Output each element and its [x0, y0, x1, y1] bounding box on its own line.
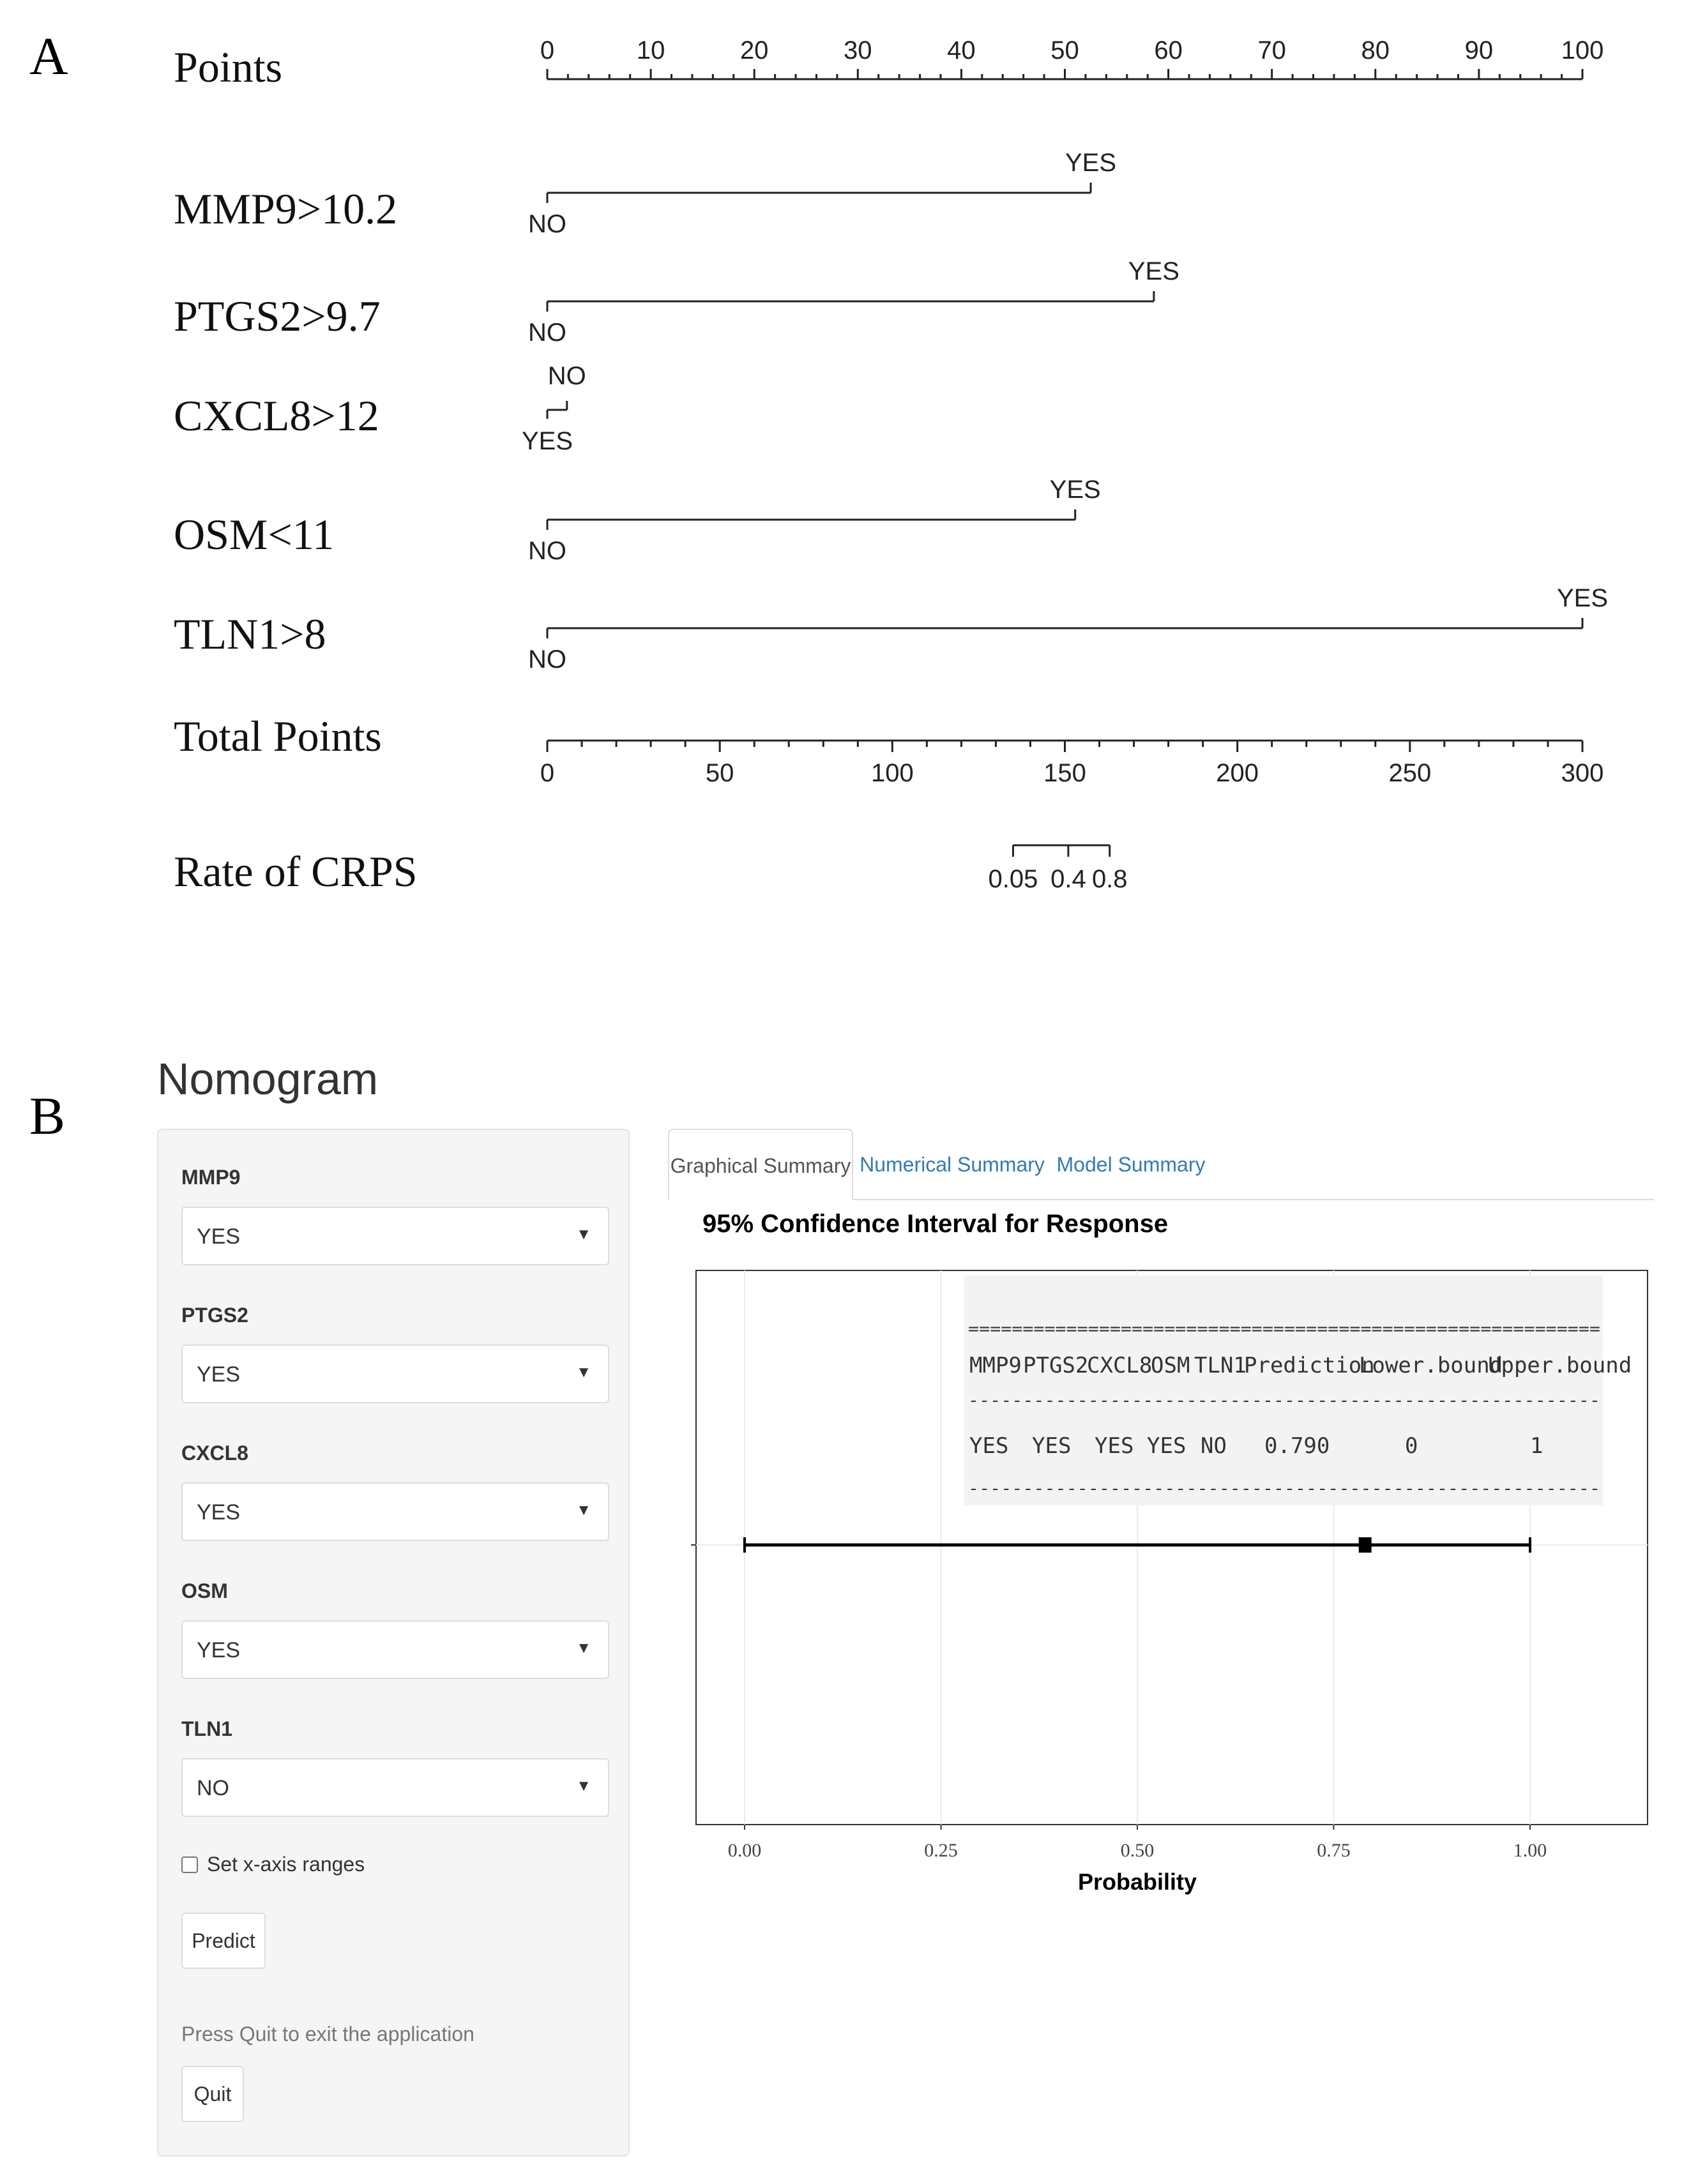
variable-label: TLN1>8 [174, 610, 326, 658]
table-row-cell: NO [1201, 1433, 1227, 1459]
variable-label: MMP9>10.2 [174, 185, 398, 233]
cxcl8-select[interactable] [181, 1482, 609, 1541]
variable-yes-label: YES [1049, 476, 1101, 504]
tab-graphical-summary[interactable]: Graphical Summary [668, 1129, 853, 1200]
summary-table-box [964, 1276, 1603, 1505]
rate-of-crps-label: Rate of CRPS [174, 847, 418, 896]
table-row-cell: 0.790 [1264, 1433, 1330, 1459]
variable-yes-label: YES [1556, 584, 1609, 612]
variable-yes-label: YES [521, 427, 573, 455]
panel-b-letter: B [29, 1087, 66, 1146]
tln1-select-value: NO [197, 1776, 229, 1800]
table-row-cell: 0 [1405, 1433, 1418, 1459]
app-title: Nomogram [157, 1054, 379, 1104]
x-axis-tick-label: 1.00 [1513, 1840, 1547, 1861]
table-header-cell: Prediction [1244, 1353, 1375, 1378]
quit-button[interactable]: Quit [181, 2066, 244, 2122]
points-tick-label: 0 [540, 36, 555, 64]
table-header-cell: TLN1 [1194, 1353, 1247, 1378]
tln1-label: TLN1 [181, 1717, 232, 1740]
points-label: Points [174, 43, 283, 91]
points-tick-label: 60 [1154, 36, 1183, 64]
mmp9-label: MMP9 [181, 1166, 241, 1189]
result-tabs [668, 1129, 1654, 1200]
variable-no-label: NO [528, 537, 566, 565]
variable-no-label: NO [528, 645, 566, 674]
cxcl8-label: CXCL8 [181, 1442, 248, 1465]
table-row-cell: YES [1147, 1433, 1186, 1459]
cxcl8-select-value: YES [197, 1500, 241, 1525]
prediction-point [1359, 1537, 1372, 1553]
x-axis-tick-label: 0.50 [1120, 1840, 1155, 1861]
total-points-tick-label: 100 [870, 759, 914, 787]
table-row-cell: YES [969, 1433, 1009, 1459]
input-sidebar [157, 1129, 630, 2157]
table-header-cell: Lower.bound [1359, 1353, 1503, 1378]
points-tick-label: 30 [844, 36, 872, 64]
panel-a-letter: A [29, 27, 68, 86]
table-rule: ========================================================== [968, 1320, 1600, 1339]
points-tick-label: 20 [739, 36, 769, 64]
chevron-down-icon: ▼ [576, 1226, 591, 1243]
tln1-select[interactable] [181, 1758, 609, 1817]
points-tick-label: 90 [1464, 36, 1494, 64]
points-tick-label: 80 [1361, 36, 1390, 64]
plot-title: 95% Confidence Interval for Response [702, 1210, 1169, 1238]
points-tick-label: 100 [1561, 36, 1604, 64]
tab-model-summary[interactable]: Model Summary [1056, 1153, 1206, 1176]
mmp9-select[interactable] [181, 1207, 609, 1265]
table-header-cell: Upper.bound [1488, 1353, 1632, 1378]
total-points-tick-label: 50 [705, 759, 734, 787]
chevron-down-icon: ▼ [576, 1777, 591, 1795]
ptgs2-select-value: YES [197, 1362, 241, 1387]
variable-label: CXCL8>12 [174, 391, 379, 440]
variable-no-label: NO [547, 362, 586, 390]
points-tick-label: 50 [1050, 36, 1079, 64]
table-header-cell: PTGS2 [1023, 1353, 1089, 1378]
points-tick-label: 40 [947, 36, 976, 64]
table-header-cell: CXCL8 [1087, 1353, 1153, 1378]
variable-label: PTGS2>9.7 [174, 292, 381, 340]
total-points-tick-label: 200 [1216, 759, 1259, 787]
variable-no-label: NO [528, 319, 566, 347]
points-tick-label: 10 [636, 36, 665, 64]
table-dash-rule: ---------------------------------------------------------- [968, 1479, 1600, 1498]
chevron-down-icon: ▼ [576, 1364, 591, 1381]
rate-tick-label: 0.8 [1091, 865, 1128, 893]
osm-select[interactable] [181, 1620, 609, 1679]
set-x-axis-ranges-checkbox[interactable] [181, 1856, 198, 1873]
x-axis-label: Probability [1077, 1869, 1197, 1895]
variable-yes-label: YES [1128, 257, 1179, 285]
total-points-tick-label: 250 [1388, 759, 1432, 787]
points-tick-label: 70 [1257, 36, 1286, 64]
osm-label: OSM [181, 1579, 228, 1602]
total-points-label: Total Points [174, 712, 382, 760]
chevron-down-icon: ▼ [576, 1502, 591, 1519]
osm-select-value: YES [197, 1638, 241, 1662]
table-header-cell: MMP9 [969, 1353, 1022, 1378]
table-row-cell: YES [1095, 1433, 1134, 1459]
set-x-axis-ranges-label[interactable]: Set x-axis ranges [207, 1853, 365, 1876]
total-points-tick-label: 150 [1043, 759, 1086, 787]
table-row-cell: YES [1032, 1433, 1072, 1459]
ptgs2-label: PTGS2 [181, 1304, 248, 1327]
x-axis-tick-label: 0.00 [727, 1840, 762, 1861]
table-dash-rule: ---------------------------------------------------------- [968, 1391, 1600, 1410]
variable-no-label: NO [528, 210, 566, 238]
ptgs2-select[interactable] [181, 1344, 609, 1403]
nomogram-chart [0, 0, 1698, 958]
chevron-down-icon: ▼ [576, 1639, 591, 1657]
confidence-interval-plot [671, 1251, 1667, 1909]
rate-tick-label: 0.4 [1050, 865, 1086, 893]
tab-numerical-summary[interactable]: Numerical Summary [860, 1153, 1045, 1176]
x-axis-tick-label: 0.75 [1317, 1840, 1351, 1861]
rate-tick-label: 0.05 [988, 865, 1038, 893]
variable-label: OSM<11 [174, 510, 335, 559]
table-header-cell: OSM [1151, 1353, 1190, 1378]
total-points-tick-label: 0 [540, 759, 555, 787]
predict-button[interactable]: Predict [181, 1913, 266, 1969]
mmp9-select-value: YES [197, 1224, 241, 1249]
quit-help-text: Press Quit to exit the application [181, 2022, 474, 2045]
x-axis-tick-label: 0.25 [924, 1840, 958, 1861]
variable-yes-label: YES [1065, 149, 1117, 177]
total-points-tick-label: 300 [1561, 759, 1604, 787]
table-row-cell: 1 [1530, 1433, 1543, 1459]
